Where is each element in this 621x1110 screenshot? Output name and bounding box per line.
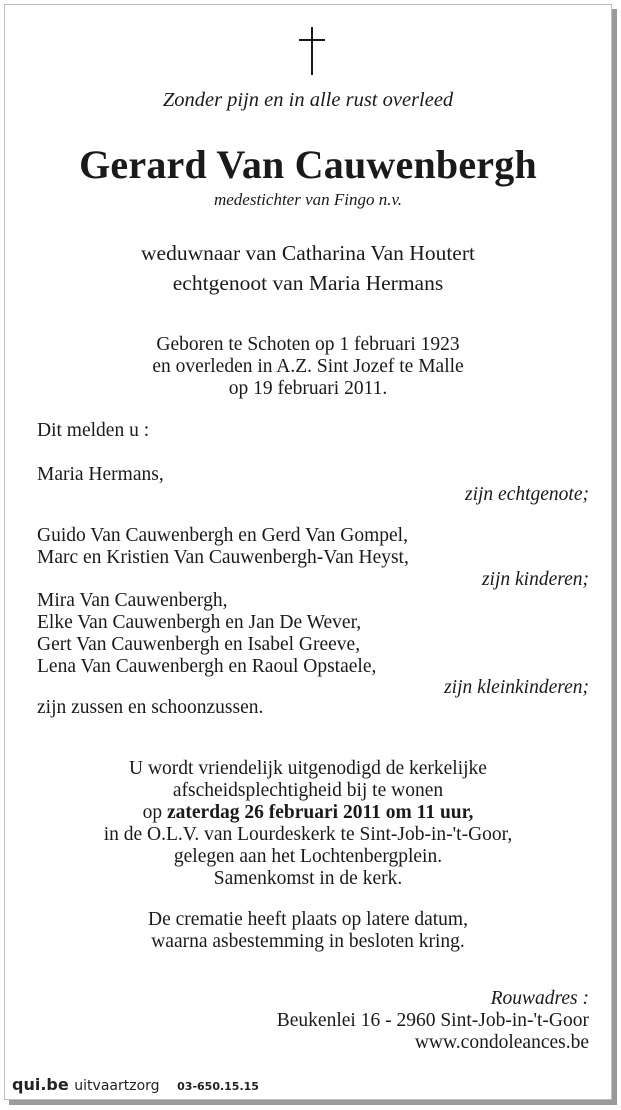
- spouse-name: Maria Hermans,: [37, 464, 164, 485]
- child-line: Marc en Kristien Van Cauwenbergh-Van Heyst,: [37, 547, 409, 568]
- children-role: zijn kinderen;: [481, 569, 589, 590]
- ceremony-date: zaterdag 26 februari 2011 om 11 uur,: [166, 802, 474, 823]
- child-line: Guido Van Cauwenbergh en Gerd Van Gompel,: [37, 525, 408, 546]
- address-label: Rouwadres :: [490, 988, 589, 1009]
- spouse-role: zijn echtgenote;: [465, 484, 589, 505]
- intro-text: Zonder pijn en in alle rust overleed: [162, 89, 454, 111]
- ceremony-line-1: U wordt vriendelijk uitgenodigd de kerkelijke: [129, 758, 487, 779]
- deceased-name: Gerard Van Cauwenbergh: [79, 142, 537, 187]
- grandchild-line: Elke Van Cauwenbergh en Jan De Wever,: [37, 612, 362, 633]
- brand-suffix: uitvaartzorg: [74, 1078, 160, 1094]
- brand-phone: 03-650.15.15: [177, 1080, 259, 1093]
- ceremony-gathering: Samenkomst in de kerk.: [213, 868, 403, 889]
- death-date-line: op 19 februari 2011.: [228, 378, 388, 399]
- brand-logo: qui.be: [12, 1075, 69, 1094]
- address-website[interactable]: www.condoleances.be: [414, 1032, 589, 1053]
- grandchild-line: Mira Van Cauwenbergh,: [37, 590, 228, 611]
- obituary-card: [4, 4, 612, 1100]
- ceremony-date-line: [5, 802, 611, 824]
- siblings-line: zijn zussen en schoonzussen.: [37, 697, 264, 718]
- death-place-line: en overleden in A.Z. Sint Jozef te Malle: [152, 356, 464, 377]
- birth-line: Geboren te Schoten op 1 februari 1923: [156, 334, 460, 355]
- grandchildren-role: zijn kleinkinderen;: [444, 677, 589, 698]
- grandchild-line: Gert Van Cauwenbergh en Isabel Greeve,: [37, 634, 361, 655]
- ceremony-line-2: afscheidsplechtigheid bij te wonen: [172, 780, 444, 801]
- relation-line-2: echtgenoot van Maria Hermans: [172, 271, 444, 295]
- cross-icon: [295, 27, 329, 75]
- ceremony-location: in de O.L.V. van Lourdeskerk te Sint-Job-in-'t-Goor,: [103, 824, 513, 845]
- announcement: Dit melden u :: [37, 420, 150, 441]
- cremation-line-2: waarna asbestemming in besloten kring.: [151, 931, 465, 952]
- cremation-line-1: De crematie heeft plaats op latere datum,: [148, 909, 468, 930]
- relation-line-1: weduwnaar van Catharina Van Houtert: [141, 241, 475, 265]
- address-street: Beukenlei 16 - 2960 Sint-Job-in-'t-Goor: [276, 1010, 589, 1031]
- footer-brand: [12, 1075, 259, 1094]
- deceased-subtitle: medestichter van Fingo n.v.: [213, 190, 403, 209]
- ceremony-date-prefix: op: [142, 802, 167, 823]
- grandchild-line: Lena Van Cauwenbergh en Raoul Opstaele,: [37, 656, 377, 677]
- ceremony-address: gelegen aan het Lochtenbergplein.: [173, 846, 443, 867]
